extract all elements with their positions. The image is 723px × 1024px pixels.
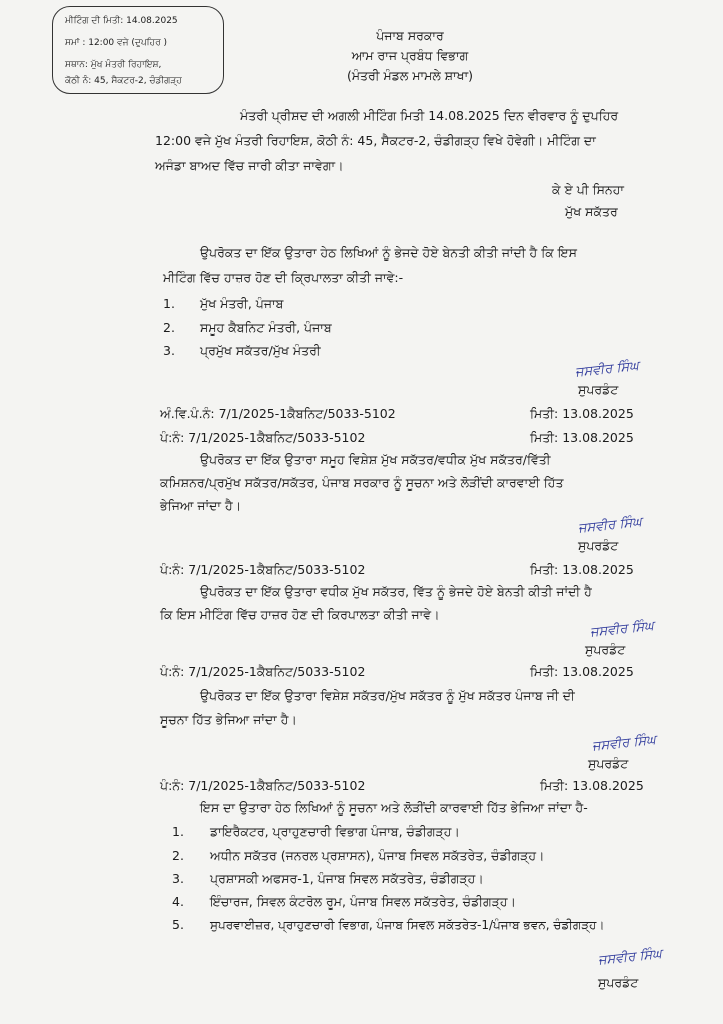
intro-line1: ਮੰਤਰੀ ਪ੍ਰੀਸ਼ਦ ਦੀ ਅਗਲੀ ਮੀਟਿੰਗ ਮਿਤੀ 14.08.2025 ਦਿਨ ਵੀਰਵਾਰ ਨੂੰ ਦੁਪਹਿਰ bbox=[240, 108, 619, 123]
copy3-line1: ਉਪਰੋਕਤ ਦਾ ਇੱਕ ਉਤਾਰਾ ਵਧੀਕ ਮੁੱਖ ਸਕੱਤਰ, ਵਿੱਤ ਨੂੰ ਭੇਜਦੇ ਹੋਏ ਬੇਨਤੀ ਕੀਤੀ ਜਾਂਦੀ ਹੈ bbox=[200, 584, 592, 599]
list-number: 5. bbox=[172, 917, 184, 932]
reference-number: ਪੰ:ਨੰ: 7/1/2025-1ਕੈਬਨਿਟ/5033-5102 bbox=[160, 778, 366, 793]
intro-line3: ਅਜੰਡਾ ਬਾਅਦ ਵਿੱਚ ਜਾਰੀ ਕੀਤਾ ਜਾਵੇਗਾ। bbox=[155, 158, 344, 173]
intro-line2: 12:00 ਵਜੇ ਮੁੱਖ ਮੰਤਰੀ ਰਿਹਾਇਸ਼, ਕੋਠੀ ਨੰ: 45, ਸੈਕਟਰ-2, ਚੰਡੀਗੜ੍ਹ ਵਿਖੇ ਹੋਵੇਗੀ। ਮੀਟਿੰਗ ਦਾ bbox=[155, 133, 596, 148]
meeting-info-box bbox=[52, 6, 224, 94]
list-number: 1. bbox=[172, 824, 184, 839]
superintendent-title: ਸੁਪਰਡੰਟ bbox=[578, 538, 619, 553]
meeting-place-line1: ਸਥਾਨ: ਮੁੱਖ ਮੰਤਰੀ ਰਿਹਾਇਸ਼, bbox=[65, 60, 162, 70]
list-number: 2. bbox=[172, 848, 184, 863]
reference-number: ਪੰ:ਨੰ: 7/1/2025-1ਕੈਬਨਿਟ/5033-5102 bbox=[160, 430, 366, 445]
list-number: 1. bbox=[163, 296, 175, 311]
reference-date: ਮਿਤੀ: 13.08.2025 bbox=[530, 664, 634, 679]
copy2-line3: ਭੇਜਿਆ ਜਾਂਦਾ ਹੈ। bbox=[160, 498, 242, 513]
reference-number: ਪੰ:ਨੰ: 7/1/2025-1ਕੈਬਨਿਟ/5033-5102 bbox=[160, 562, 366, 577]
list-number: 4. bbox=[172, 894, 184, 909]
list-item: ਪ੍ਰਸ਼ਾਸਕੀ ਅਫਸਰ-1, ਪੰਜਾਬ ਸਿਵਲ ਸਕੱਤਰੇਤ, ਚੰਡੀਗੜ੍ਹ। bbox=[210, 871, 484, 886]
meeting-time: ਸਮਾਂ : 12:00 ਵਜੇ (ਦੁਪਹਿਰ ) bbox=[65, 38, 168, 48]
copy1-line2: ਮੀਟਿੰਗ ਵਿੱਚ ਹਾਜ਼ਰ ਹੋਣ ਦੀ ਕ੍ਰਿਪਾਲਤਾ ਕੀਤੀ ਜਾਵੇ:- bbox=[163, 270, 404, 285]
copy4-line1: ਉਪਰੋਕਤ ਦਾ ਇੱਕ ਉਤਾਰਾ ਵਿਸ਼ੇਸ਼ ਸਕੱਤਰ/ਮੁੱਖ ਸਕੱਤਰ ਨੂੰ ਮੁੱਖ ਸਕੱਤਰ ਪੰਜਾਬ ਜੀ ਦੀ bbox=[200, 688, 575, 703]
copy5-line1: ਇਸ ਦਾ ਉਤਾਰਾ ਹੇਠ ਲਿਖਿਆਂ ਨੂੰ ਸੂਚਨਾ ਅਤੇ ਲੋੜੀਂਦੀ ਕਾਰਵਾਈ ਹਿੱਤ ਭੇਜਿਆ ਜਾਂਦਾ ਹੈ- bbox=[200, 800, 588, 815]
list-item: ਸਮੂਹ ਕੈਬਨਿਟ ਮੰਤਰੀ, ਪੰਜਾਬ bbox=[200, 320, 332, 335]
signature: ਜਸਵੀਰ ਸਿੰਘ bbox=[597, 946, 663, 969]
list-item: ਅਧੀਨ ਸਕੱਤਰ (ਜਨਰਲ ਪ੍ਰਸ਼ਾਸਨ), ਪੰਜਾਬ ਸਿਵਲ ਸਕੱਤਰੇਤ, ਚੰਡੀਗੜ੍ਹ। bbox=[210, 848, 545, 863]
chief-secretary-name: ਕੇ ਏ ਪੀ ਸਿਨਹਾ bbox=[552, 182, 624, 197]
header-branch: (ਮੰਤਰੀ ਮੰਡਲ ਮਾਮਲੇ ਸ਼ਾਖਾ) bbox=[346, 68, 474, 83]
copy2-line1: ਉਪਰੋਕਤ ਦਾ ਇੱਕ ਉਤਾਰਾ ਸਮੂਹ ਵਿਸ਼ੇਸ਼ ਮੁੱਖ ਸਕੱਤਰ/ਵਧੀਕ ਮੁੱਖ ਸਕੱਤਰ/ਵਿੱਤੀ bbox=[200, 452, 551, 467]
signature: ਜਸਵੀਰ ਸਿੰਘ bbox=[574, 358, 640, 381]
reference-date: ਮਿਤੀ: 13.08.2025 bbox=[530, 430, 634, 445]
reference-date: ਮਿਤੀ: 13.08.2025 bbox=[530, 406, 634, 421]
superintendent-title: ਸੁਪਰਡੰਟ bbox=[585, 642, 626, 657]
signature: ਜਸਵੀਰ ਸਿੰਘ bbox=[589, 618, 655, 641]
signature: ਜਸਵੀਰ ਸਿੰਘ bbox=[591, 732, 657, 755]
signature: ਜਸਵੀਰ ਸਿੰਘ bbox=[577, 514, 643, 537]
list-number: 2. bbox=[163, 320, 175, 335]
header-department: ਆਮ ਰਾਜ ਪ੍ਰਬੰਧ ਵਿਭਾਗ bbox=[351, 48, 469, 63]
list-item: ਇੰਚਾਰਜ, ਸਿਵਲ ਕੰਟਰੋਲ ਰੂਮ, ਪੰਜਾਬ ਸਿਵਲ ਸਕੱਤਰੇਤ, ਚੰਡੀਗੜ੍ਹ। bbox=[210, 894, 516, 909]
list-item: ਮੁੱਖ ਮੰਤਰੀ, ਪੰਜਾਬ bbox=[200, 296, 284, 311]
list-item: ਡਾਇਰੈਕਟਰ, ਪ੍ਰਾਹੁਣਚਾਰੀ ਵਿਭਾਗ ਪੰਜਾਬ, ਚੰਡੀਗੜ੍ਹ। bbox=[210, 824, 460, 839]
header-government: ਪੰਜਾਬ ਸਰਕਾਰ bbox=[376, 28, 444, 43]
superintendent-title: ਸੁਪਰਡੰਟ bbox=[578, 382, 619, 397]
copy3-line2: ਕਿ ਇਸ ਮੀਟਿੰਗ ਵਿੱਚ ਹਾਜ਼ਰ ਹੋਣ ਦੀ ਕਿਰਪਾਲਤਾ ਕੀਤੀ ਜਾਵੇ। bbox=[160, 607, 440, 622]
list-item: ਸੁਪਰਵਾਈਜ਼ਰ, ਪ੍ਰਾਹੁਣਚਾਰੀ ਵਿਭਾਗ, ਪੰਜਾਬ ਸਿਵਲ ਸਕੱਤਰੇਤ-1/ਪੰਜਾਬ ਭਵਨ, ਚੰਡੀਗੜ੍ਹ। bbox=[210, 918, 605, 932]
superintendent-title: ਸੁਪਰਡੰਟ bbox=[588, 756, 629, 771]
meeting-date: ਮੀਟਿੰਗ ਦੀ ਮਿਤੀ: 14.08.2025 bbox=[65, 16, 178, 26]
list-item: ਪ੍ਰਮੁੱਖ ਸਕੱਤਰ/ਮੁੱਖ ਮੰਤਰੀ bbox=[200, 343, 321, 358]
reference-date: ਮਿਤੀ: 13.08.2025 bbox=[540, 778, 644, 793]
list-number: 3. bbox=[172, 871, 184, 886]
list-number: 3. bbox=[163, 343, 175, 358]
reference-date: ਮਿਤੀ: 13.08.2025 bbox=[530, 562, 634, 577]
copy4-line2: ਸੂਚਨਾ ਹਿੱਤ ਭੇਜਿਆ ਜਾਂਦਾ ਹੈ। bbox=[160, 712, 297, 727]
chief-secretary-title: ਮੁੱਖ ਸਕੱਤਰ bbox=[565, 204, 618, 219]
copy1-line1: ਉਪਰੋਕਤ ਦਾ ਇੱਕ ਉਤਾਰਾ ਹੇਠ ਲਿਖਿਆਂ ਨੂੰ ਭੇਜਦੇ ਹੋਏ ਬੇਨਤੀ ਕੀਤੀ ਜਾਂਦੀ ਹੈ ਕਿ ਇਸ bbox=[200, 245, 577, 260]
superintendent-title: ਸੁਪਰਡੰਟ bbox=[598, 975, 639, 990]
reference-number: ਪੰ:ਨੰ: 7/1/2025-1ਕੈਬਨਿਟ/5033-5102 bbox=[160, 664, 366, 679]
meeting-place-line2: ਕੋਠੀ ਨੰ: 45, ਸੈਕਟਰ-2, ਚੰਡੀਗੜ੍ਹ bbox=[65, 76, 182, 86]
reference-number: ਅੰ.ਵਿ.ਪੰ.ਨੰ: 7/1/2025-1ਕੈਬਨਿਟ/5033-5102 bbox=[160, 406, 396, 421]
copy2-line2: ਕਮਿਸ਼ਨਰ/ਪ੍ਰਮੁੱਖ ਸਕੱਤਰ/ਸਕੱਤਰ, ਪੰਜਾਬ ਸਰਕਾਰ ਨੂੰ ਸੂਚਨਾ ਅਤੇ ਲੋੜੀਂਦੀ ਕਾਰਵਾਈ ਹਿੱਤ bbox=[160, 475, 564, 490]
